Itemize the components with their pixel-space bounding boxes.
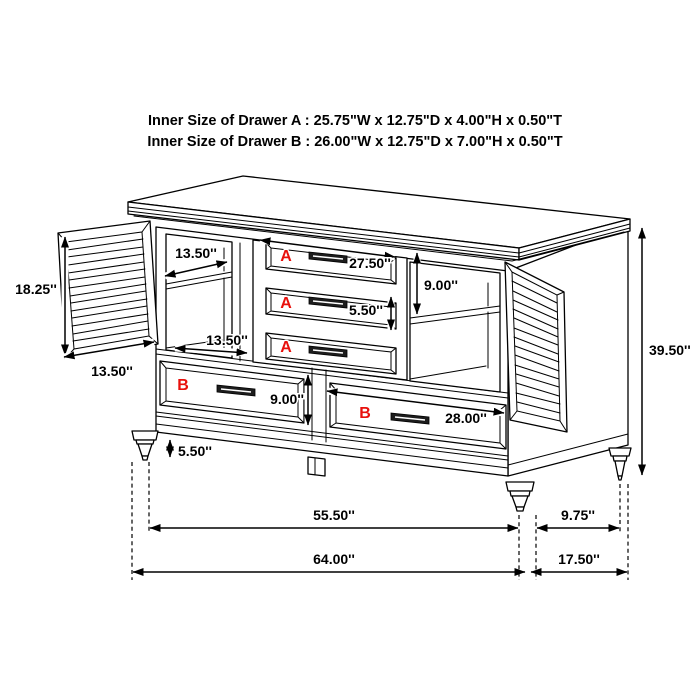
- dim-door-width-label: 13.50'': [91, 363, 133, 379]
- center-support-leg: [308, 457, 325, 476]
- dim-shelf-depth-label: 13.50'': [175, 245, 217, 261]
- dim-drawer-a-height-label: 5.50'': [349, 302, 383, 318]
- dim-drawer-b-width-label: 28.00'': [445, 410, 487, 426]
- dim-overall-height-label: 39.50'': [649, 342, 691, 358]
- dim-leg-height-label: 5.50'': [178, 443, 212, 459]
- title-line-1: Inner Size of Drawer A : 25.75"W x 12.75"D x 4.00"H x 0.50"T: [147, 113, 563, 129]
- dim-compartment-width-label: 13.50'': [206, 332, 248, 348]
- drawer-b-2-label: B: [359, 405, 371, 422]
- title-line-2: Inner Size of Drawer B : 26.00"W x 12.75"D x 7.00"H x 0.50"T: [147, 134, 563, 150]
- drawer-a-1-label: A: [280, 248, 292, 265]
- drawer-b-1-label: B: [177, 377, 189, 394]
- dim-drawer-b-height-label: 9.00'': [270, 391, 304, 407]
- dim-drawer-a-width-label: 27.50'': [349, 255, 391, 271]
- dim-shelf-opening-height-label: 9.00'': [424, 277, 458, 293]
- dim-side-leg-span-label: 9.75'': [561, 507, 595, 523]
- dim-overall-width-label: 64.00'': [313, 551, 355, 567]
- drawer-a-3-label: A: [280, 339, 292, 356]
- dim-front-leg-span-label: 55.50'': [313, 507, 355, 523]
- left-door: [58, 221, 158, 359]
- dim-overall-depth-label: 17.50'': [558, 551, 600, 567]
- drawer-a-2-label: A: [280, 295, 292, 312]
- dim-door-height-label: 18.25'': [15, 281, 57, 297]
